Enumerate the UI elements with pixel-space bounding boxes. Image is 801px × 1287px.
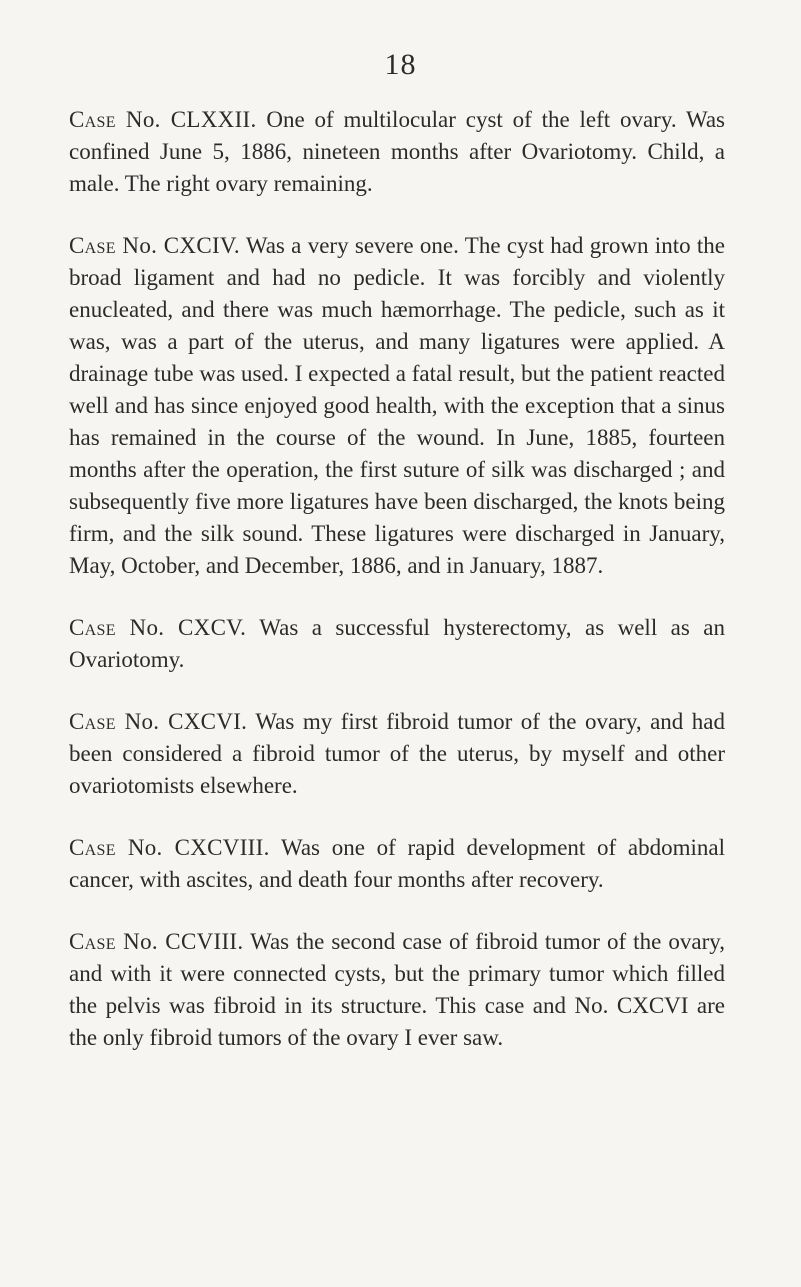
case-heading bbox=[69, 929, 243, 954]
case-number: No. CLXXII. bbox=[125, 107, 257, 132]
page-number: 18 bbox=[384, 48, 417, 81]
case-heading bbox=[69, 107, 257, 132]
case-text: Was a very severe one. The cyst had grown into the broad ligament and had no pedicle. It was forcibly and violently enucleated, and there was much hæmorrhage. The pedicle, such as it was, was a part of the uterus, and many ligatures were applied. A drainage tube was used. I expected a fatal result, but the patient reacted well and has since enjoyed good health, with the exception that a sinus has remained in the course of the wound. In June, 1885, fourteen months after the operation, the first suture of silk was discharged ; and subsequently five more ligatures have been discharged, the knots being firm, and the silk sound. These ligatures were discharged in January, May, October, and December, 1886, and in January, 1887. bbox=[69, 233, 726, 578]
case-paragraph bbox=[69, 612, 725, 676]
case-heading bbox=[69, 615, 246, 640]
case-word: Case bbox=[69, 615, 116, 640]
case-word: Case bbox=[69, 709, 116, 734]
case-word: Case bbox=[69, 233, 116, 258]
case-number: No. CXCVI. bbox=[124, 709, 248, 734]
case-heading bbox=[69, 709, 247, 734]
case-number: No. CXCV. bbox=[129, 615, 247, 640]
case-text: Was the second case of fibroid tumor of the ovary, and with it were connected cysts, but the primary tumor which filled the pelvis was fibroid in its structure. This case and No. CXCVI are the only fibroid tumors of the ovary I ever saw. bbox=[69, 929, 725, 1050]
case-word: Case bbox=[69, 835, 116, 860]
case-paragraph bbox=[69, 832, 725, 896]
case-list bbox=[69, 104, 725, 1084]
case-word: Case bbox=[69, 107, 116, 132]
case-paragraph bbox=[69, 104, 725, 200]
case-text: Was my first fibroid tumor of the ovary, and had been considered a fibroid tumor of the uterus, by myself and other ovariotomists elsewhere. bbox=[69, 709, 725, 798]
case-number: No. CXCVIII. bbox=[127, 835, 270, 860]
case-text: Was a successful hysterectomy, as well as an Ovariotomy. bbox=[69, 615, 725, 672]
case-text: One of multilocular cyst of the left ovary. Was confined June 5, 1886, nineteen months after Ovariotomy. Child, a male. The right ovary remaining. bbox=[69, 107, 725, 196]
case-paragraph bbox=[69, 706, 725, 802]
case-paragraph bbox=[69, 230, 725, 582]
case-heading bbox=[69, 835, 270, 860]
case-word: Case bbox=[69, 929, 116, 954]
case-number: No. CXCIV. bbox=[122, 233, 240, 258]
case-number: No. CCVIII. bbox=[123, 929, 244, 954]
case-text: Was one of rapid development of abdominal cancer, with ascites, and death four months after recovery. bbox=[69, 835, 725, 892]
case-paragraph bbox=[69, 926, 725, 1054]
case-heading bbox=[69, 233, 240, 258]
